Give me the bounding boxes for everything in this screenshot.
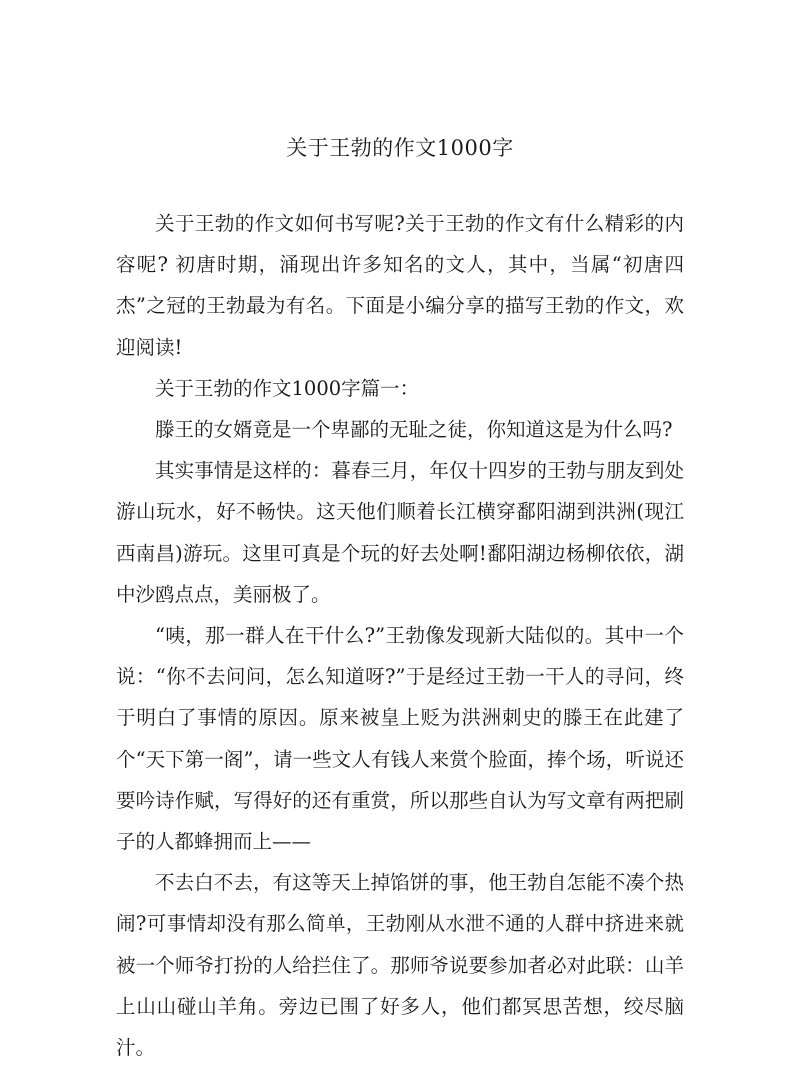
- paragraph-section-heading: 关于王勃的作文1000字篇一：: [155, 376, 420, 400]
- paragraph-story-2: “咦，那一群人在干什么?”王勃像发现新大陆似的。其中一个说：“你不去问问，怎么知道呀?”于是经过王勃一干人的寻问，终于明白了事情的原因。原来被皇上贬为洪洲刺史的滕王在此建了个“天下第一阁”，请一些文人有钱人来赏个脸面，捧个场，听说还要吟诗作赋，写得好的还有重赏，所以那些自认为写文章有两把刷子的人都蜂拥而上——: [116, 624, 684, 854]
- paragraph-story-1: 其实事情是这样的：暮春三月，年仅十四岁的王勃与朋友到处游山玩水，好不畅快。这天他们顺着长江横穿鄱阳湖到洪洲(现江西南昌)游玩。这里可真是个玩的好去处啊!鄱阳湖边杨柳依依，湖中沙鸥点点，美丽极了。: [116, 459, 684, 606]
- document-title: 关于王勃的作文1000字: [286, 136, 514, 160]
- paragraph-story-3: 不去白不去，有这等天上掉馅饼的事，他王勃自怎能不凑个热闹?可事情却没有那么简单，王勃刚从水泄不通的人群中挤进来就被一个师爷打扮的人给拦住了。那师爷说要参加者必对此联：山羊上山山碰山羊角。旁边已围了好多人，他们都冥思苦想，绞尽脑汁。: [116, 871, 684, 1060]
- paragraph-intro: 关于王勃的作文如何书写呢?关于王勃的作文有什么精彩的内容呢? 初唐时期，涌现出许多知名的文人，其中，当属“初唐四杰”之冠的王勃最为有名。下面是小编分享的描写王勃的作文，欢迎阅读!: [116, 212, 684, 359]
- document-body: [116, 203, 684, 1068]
- paragraph-question: 滕王的女婿竟是一个卑鄙的无耻之徒，你知道这是为什么吗?: [155, 418, 673, 442]
